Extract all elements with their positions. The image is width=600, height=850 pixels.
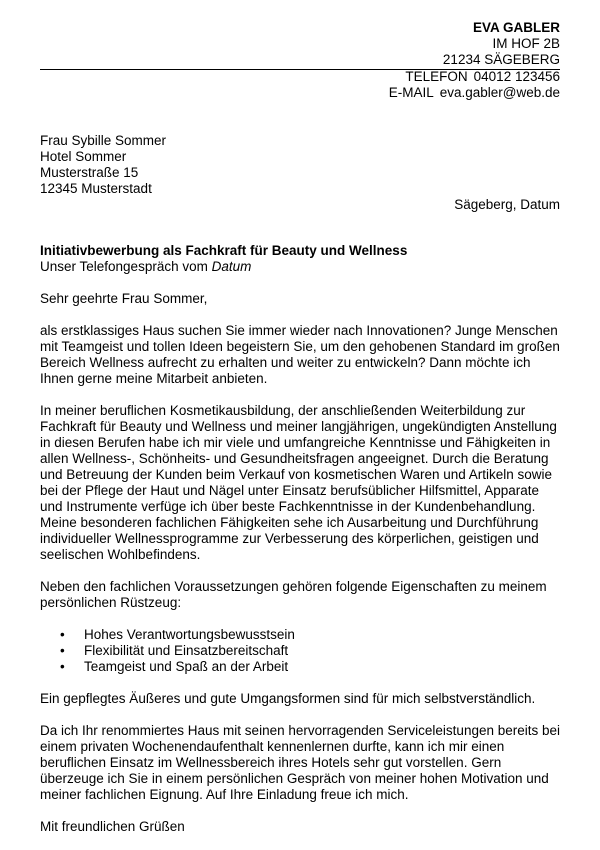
- email-address: eva.gabler@web.de: [439, 85, 560, 100]
- list-item-text: Flexibilität und Einsatzbereitschaft: [84, 643, 289, 658]
- list-item: [40, 627, 565, 643]
- phone-label: TELEFON: [405, 69, 468, 84]
- paragraph-appearance: Ein gepflegtes Äußeres und gute Umgangsformen sind für mich selbstverständlich.: [40, 691, 536, 706]
- list-item-text: Teamgeist und Spaß an der Arbeit: [84, 659, 289, 674]
- phone-number: 04012 123456: [473, 69, 560, 84]
- recipient-street: Musterstraße 15: [40, 165, 139, 180]
- letter-body: [40, 243, 565, 835]
- contact-block: [389, 69, 560, 101]
- salutation: Sehr geehrte Frau Sommer,: [40, 291, 208, 306]
- bullet-icon: •: [60, 627, 65, 642]
- subject-subline-date: Datum: [211, 259, 252, 274]
- email-label: E-MAIL: [388, 85, 434, 100]
- email-line: [389, 85, 560, 101]
- recipient-company: Hotel Sommer: [40, 149, 127, 164]
- recipient-city: 12345 Musterstadt: [40, 181, 152, 196]
- paragraph-traits-intro: Neben den fachlichen Voraussetzungen gehören folgende Eigenschaften zu meinem persönlichen Rüstzeug:: [40, 579, 547, 610]
- place-date: Sägeberg, Datum: [454, 197, 560, 212]
- closing-formula: Mit freundlichen Grüßen: [40, 819, 185, 834]
- paragraph-closing-argument: Da ich Ihr renommiertes Haus mit seinen hervorragenden Serviceleistungen bereits bei einem privaten Wochenendaufenthalt kennenlernen durfte, kann ich mir einen beruflichen Einsatz im Wellnessbereich ihres Hotels sehr gut vorstellen. Gern überzeuge ich Sie in einem persönlichen Gespräch von meiner hohen Motivation und meiner fachlichen Eignung. Auf Ihre Einladung freue ich mich.: [40, 723, 561, 802]
- phone-line: [389, 69, 560, 85]
- paragraph-intro: als erstklassiges Haus suchen Sie immer wieder nach Innovationen? Junge Menschen mit Teamgeist und tollen Ideen begeistern Sie, um den gehobenen Standard im großen Bereich Wellness aufrecht zu erhalten und weiter zu entwickeln? Dann möchte ich Ihnen gerne meine Mitarbeit anbieten.: [40, 323, 560, 386]
- recipient-address: [40, 133, 166, 197]
- sender-block: [443, 20, 560, 68]
- subject-subline: [40, 259, 565, 275]
- bullet-icon: •: [60, 643, 65, 658]
- traits-list: [40, 627, 565, 675]
- paragraph-qualifications: In meiner beruflichen Kosmetikausbildung, der anschließenden Weiterbildung zur Fachkraft für Beauty und Wellness und meiner langjährigen, ungekündigten Anstellung in diesen Berufen habe ich mir viele und umfangreiche Kenntnisse und Fähigkeiten in allen Wellness-, Schönheits- und Gesundheitsfragen angeeignet. Durch die Beratung und Betreuung der Kunden beim Verkauf von kosmetischen Waren und Artikeln sowie bei der Pflege der Haut und Nägel unter Einsatz berufsüblicher Hilfsmittel, Apparate und Instrumente verfüge ich über beste Fachkenntnisse in der Kundenbehandlung. Meine besonderen fachlichen Fähigkeiten sehe ich Ausarbeitung und Durchführung individueller Wellnessprogramme zur Verbesserung des körperlichen, geistigen und seelischen Wohlbefindens.: [40, 403, 557, 562]
- subject-line: Initiativbewerbung als Fachkraft für Beauty und Wellness: [40, 243, 408, 258]
- sender-street: IM HOF 2B: [492, 36, 560, 51]
- sender-name: EVA GABLER: [472, 20, 560, 35]
- bullet-icon: •: [60, 659, 65, 674]
- sender-city: 21234 SÄGEBERG: [442, 52, 560, 67]
- list-item: [40, 643, 565, 659]
- subject-subline-text: Unser Telefongespräch vom: [40, 259, 208, 274]
- list-item-text: Hohes Verantwortungsbewusstsein: [84, 627, 295, 642]
- recipient-name: Frau Sybille Sommer: [40, 133, 167, 148]
- list-item: [40, 659, 565, 675]
